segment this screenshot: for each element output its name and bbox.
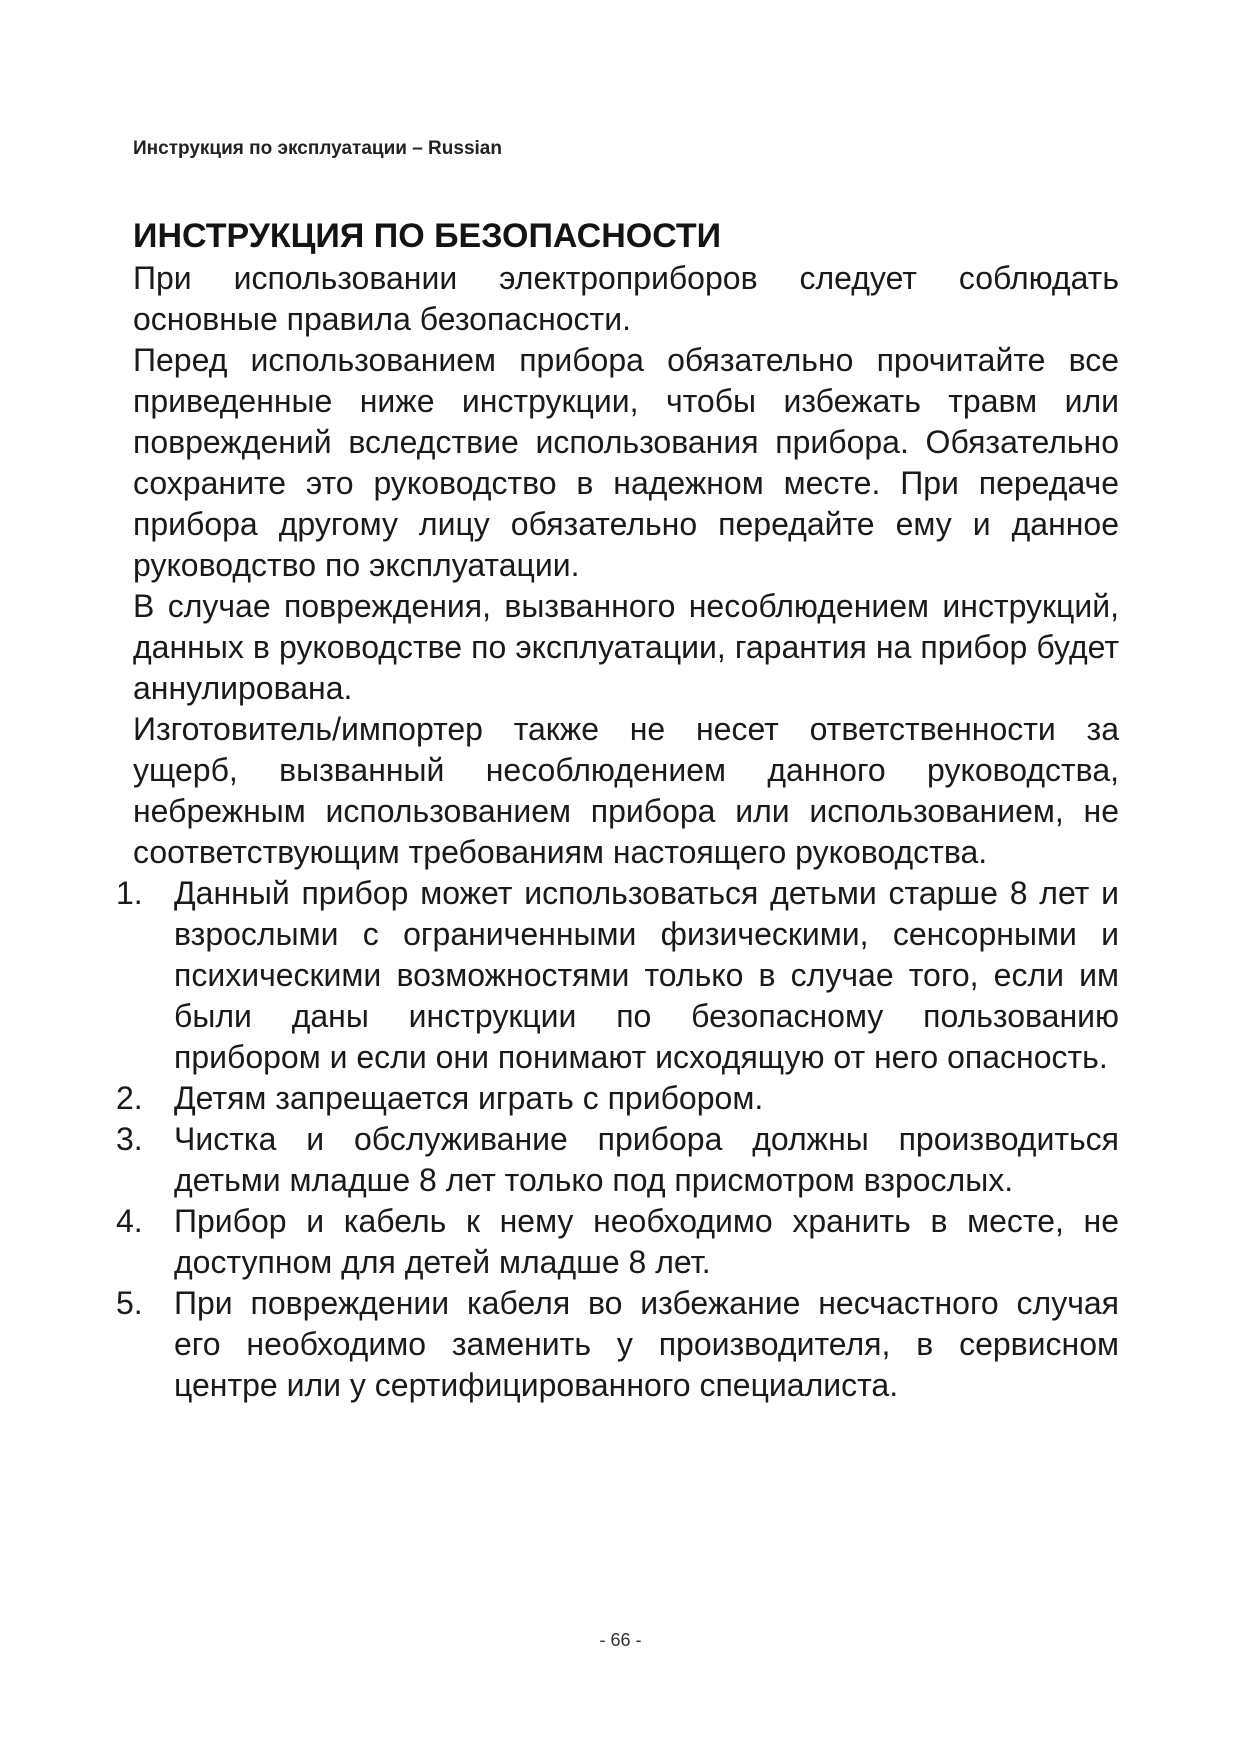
list-item-number: 5. (116, 1285, 143, 1321)
list-item (116, 1283, 1119, 1406)
list-item-number: 2. (116, 1080, 143, 1116)
list-item-number: 4. (116, 1203, 143, 1239)
list-item (116, 1078, 1119, 1119)
liability-paragraph: Изготовитель/импортер также не несет ответственности за ущерб, вызванный несоблюдением данного руководства, небрежным использованием прибора или использованием, не соответствующим требованиям настоящего руководства. (133, 711, 1119, 870)
section-title: ИНСТРУКЦИЯ ПО БЕЗОПАСНОСТИ (133, 217, 722, 255)
list-item (116, 1119, 1119, 1201)
running-header: Инструкция по эксплуатации – Russian (133, 138, 502, 159)
safety-section (116, 214, 1119, 1406)
warranty-paragraph: В случае повреждения, вызванного несоблюдением инструкций, данных в руководстве по эксплуатации, гарантия на прибор будет аннулирована. (133, 588, 1119, 706)
list-item-number: 3. (116, 1121, 143, 1157)
list-item-text: Чистка и обслуживание прибора должны производиться детьми младше 8 лет только под присмотром взрослых. (174, 1121, 1119, 1198)
read-instructions-paragraph: Перед использованием прибора обязательно прочитайте все приведенные ниже инструкции, чтобы избежать травм или повреждений вследствие использования прибора. Обязательно сохраните это руководство в надежном месте. При передаче прибора другому лицу обязательно передайте ему и данное руководство по эксплуатации. (133, 342, 1119, 583)
list-item-text: При повреждении кабеля во избежание несчастного случая его необходимо заменить у производителя, в сервисном центре или у сертифицированного специалиста. (174, 1285, 1119, 1403)
list-item (116, 873, 1119, 1078)
safety-rules-list (116, 873, 1119, 1406)
list-item (116, 1201, 1119, 1283)
list-item-text: Прибор и кабель к нему необходимо хранить в месте, не доступном для детей младше 8 лет. (174, 1203, 1119, 1280)
list-item-text: Детям запрещается играть с прибором. (174, 1080, 764, 1116)
list-item-text: Данный прибор может использоваться детьми старше 8 лет и взрослыми с ограниченными физическими, сенсорными и психическими возможностями только в случае того, если им были даны инструкции по безопасному пользованию прибором и если они понимают исходящую от него опасность. (174, 875, 1119, 1075)
intro-paragraph: При использовании электроприборов следует соблюдать основные правила безопасности. (133, 260, 1119, 337)
list-item-number: 1. (116, 875, 143, 911)
page-number: - 66 - (599, 1630, 642, 1650)
